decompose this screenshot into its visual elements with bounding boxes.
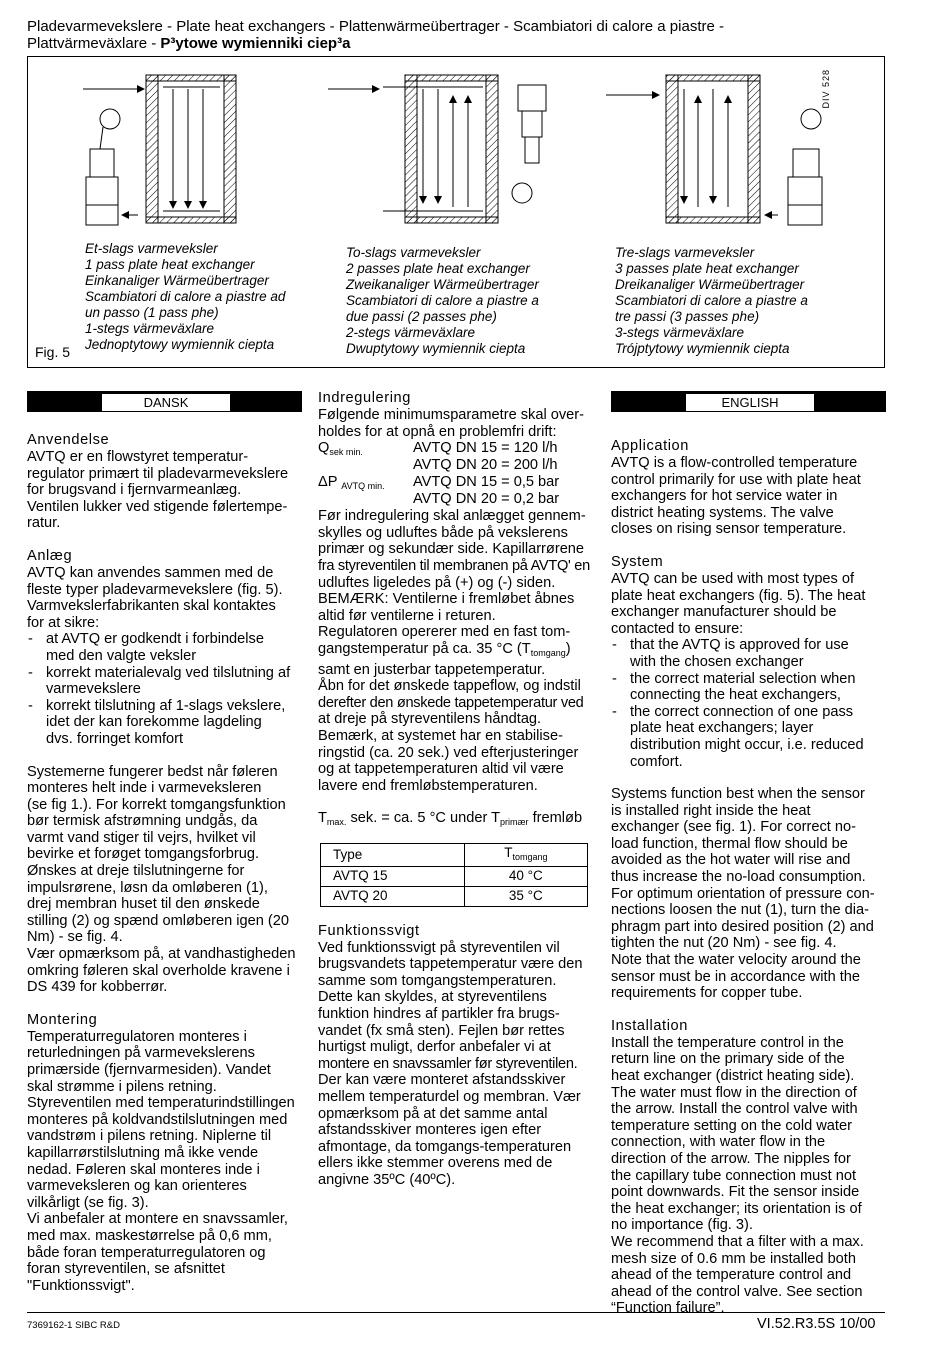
tmax-a: T [318,810,327,827]
text-line: AVTQ is a flow-controlled temperature [611,455,858,471]
caption-1 [85,241,285,353]
caption-line: Et-slags varmeveksler [85,241,218,256]
text-line: - the correct connection of one pass [630,703,854,720]
text-line: DS 439 for kobberrør. [27,979,168,996]
caption-line: Scambiatori di calore a piastre a [615,293,808,308]
text-line: returledningen på varmevekslerens [27,1045,255,1062]
text-line: contacted to ensure: [611,620,744,637]
application-text [611,455,886,538]
table-header-t: T [504,844,513,860]
text-line: exchanger (see fig. 1). For correct no- [611,819,856,836]
exchanger-1 [83,75,236,225]
text-line: primær og sekundær side. Kapillarrørene [318,541,585,558]
text-line: distribution might occur, i.e. reduced [630,736,864,753]
text-line: Ventilen lukker ved stigende følertempe- [27,498,288,515]
text-line: - the correct material selection when [630,670,856,687]
text-line: Nm) - se fig. 4. [27,929,123,946]
footer-code: VI.52.R3.5S 10/00 [757,1316,876,1332]
caption-line: 2 passes plate heat exchanger [346,261,530,276]
dansk-language-label: DANSK [101,393,231,412]
text-line: idet der kan forekomme lagdeling [46,714,262,731]
text-line: foran styreventilen, se afsnittet [27,1261,225,1278]
figure-5 [27,56,885,368]
caption-line: Dwuptytowy wymiennik ciepta [346,341,526,356]
header-line-1: Pladevarmevekslere - Plate heat exchangers - Plattenwärmeübertrager - Scambiatori di calore a piastre - [27,18,724,35]
header-line-2-bold: P³ytowe wymienniki ciep³a [160,35,351,52]
list-item [27,665,302,698]
page-header [27,18,927,52]
param-row [318,457,598,474]
param-value: AVTQ DN 20 = 200 l/h [413,457,558,474]
text-line: Styreventilen med temperaturindstillingen [27,1095,295,1112]
text-line: monteres på koldvandstilslutningen med [27,1111,288,1128]
text-line: connecting the heat exchangers, [630,687,841,704]
system-text [611,786,886,1002]
text-line: omkring føleren skal overholde kravene i [27,962,290,979]
application-heading: Application [611,438,689,454]
caption-line: To-slags varmeveksler [346,245,481,260]
list-item [611,671,886,704]
text-line: requirements for copper tube. [611,985,803,1002]
list-item [27,698,302,748]
caption-line: Scambiatori di calore a piastre ad [85,289,286,304]
text-line: Dette kan skyldes, at styreventilens [318,989,547,1006]
param-row [318,440,598,457]
text-line: bør termisk afstrømning undgås, da [27,813,258,830]
text-line: district heating systems. The valve [611,504,834,521]
text-line: Note that the water velocity around the [611,952,861,969]
text-line: AVTQ can be used with most types of [611,570,855,587]
text-line: - that the AVTQ is approved for use [630,637,849,654]
system-text [27,764,302,996]
text-line: We recommend that a filter with a max. [611,1233,864,1250]
text-line: phragm part into desired position (2) and [611,918,874,935]
text-line: mellem temperaturdel og membran. Vær [318,1089,581,1105]
english-language-label: ENGLISH [685,393,815,412]
funktionssvigt-heading: Funktionssvigt [318,922,420,939]
text-line: dvs. forringet komfort [46,730,184,747]
tmax-line [318,810,598,831]
text-line: fleste typer pladevarmevekslere (fig. 5). [27,581,283,598]
caption-line: tre passi (3 passes phe) [615,309,760,324]
caption-line: 3 passes plate heat exchanger [615,261,799,276]
text-line: vandet (fx små sten). Fejlen bør rettes [318,1022,565,1039]
text-line: heat exchanger (district heating side). [611,1068,855,1084]
text-line: Regulatoren opererer med en fast tom- [318,624,571,641]
caption-line: Einkanaliger Wärmeübertrager [85,273,269,288]
text-line: plate heat exchangers; layer [630,720,814,737]
text-line: hurtigst muligt, derfor anbefaler vi at [318,1039,551,1056]
text-line: at dreje på styreventilens håndtag. [318,711,542,728]
text-line: montere en snavssamler før styreventilen. [318,1055,578,1072]
q-sub: sek min. [329,447,363,458]
anlaeg-heading: Anlæg [27,547,73,564]
text-line: no importance (fig. 3). [611,1217,753,1234]
system-heading: System [611,553,664,570]
text-line: AVTQ kan anvendes sammen med de [27,564,274,581]
text-line: primærside (fjernvarmesiden). Vandet [27,1062,271,1078]
text-line: stilling (2) og spænd omløberen igen (20 [27,912,290,929]
text-line: plate heat exchangers (fig. 5). The heat [611,587,866,604]
text-line: og at tappetemperaturen altid vil være [318,761,564,778]
text-line: - at AVTQ er godkendt i forbindelse [46,631,264,648]
text-line: impulsrørene, løsn da omløberen (1), [27,879,268,896]
text-line: varmt vand stiger til vejrs, hvilket vil [27,829,256,846]
text-line: the heat exchanger; its orientation is of [611,1200,862,1217]
text-line: varmeveksleren og kan orienteres [27,1178,247,1195]
text-line: ellers ikke stemmer overens med de [318,1155,553,1172]
text-line: "Funktionssvigt". [27,1277,135,1294]
text-line: udluftes ligeledes på (+) og (-) siden. [318,574,556,591]
text-line: “Function failure”. [611,1300,725,1317]
table-row [321,887,588,907]
param-value: AVTQ DN 15 = 0,5 bar [413,474,560,491]
table-cell: AVTQ 15 [321,867,465,887]
text-line: varmevekslere [46,681,141,698]
text-line: - korrekt tilslutning af 1-slags vekslere, [46,697,286,714]
caption-line: Trójptytowy wymiennik ciepta [615,341,790,356]
text-line: med den valgte veksler [46,647,197,664]
text-line: monteres helt inde i varmeveksleren [27,780,262,797]
text-line: Der kan være monteret afstandsskiver [318,1072,566,1089]
text-line: opmærksom på at det samme antal [318,1105,548,1122]
table-row [321,867,588,887]
text-line: tighten the nut (20 Nm) - see fig. 4. [611,935,837,952]
text-line: BEMÆRK: Ventilerne i fremløbet åbnes [318,591,575,608]
dansk-column [27,391,302,1294]
param-row [318,474,598,491]
text-line: Systemerne fungerer bedst når føleren [27,763,278,780]
tmax-c: fremløb [528,810,583,827]
table-header-row [321,843,588,867]
caption-line: 3-stegs värmeväxlare [615,325,745,340]
anvendelse-text [27,449,302,532]
param-value: AVTQ DN 15 = 120 l/h [413,440,558,457]
q-label: Q [318,440,330,457]
table-cell: 40 °C [464,867,587,887]
dp-label: ΔP [318,474,338,491]
text-line: the capillary tube connection must not [611,1167,856,1184]
text-line: drej membran huset til den ønskede [27,896,260,913]
text-line: bevirke et forøget tomgangsforbrug. [27,846,259,863]
text-line: Install the temperature control in the [611,1034,844,1051]
text-line: nedad. Føleren skal monteres inde i [27,1161,260,1178]
text-line: comfort. [630,753,683,770]
text-line: closes on rising sensor temperature. [611,521,847,538]
text-line: samt en justerbar tappetemperatur. [318,661,546,678]
text-line: Før indregulering skal anlægget gennem- [318,508,586,525]
montering-heading: Montering [27,1011,98,1028]
t1-text: gangstemperatur på ca. 35 °C (T [318,640,531,657]
text-line: thus increase the no-load consumption. [611,869,866,886]
table-cell: 35 °C [464,887,587,907]
dp-sub: AVTQ min. [341,481,385,492]
list-item [27,631,302,664]
anlaeg-text [27,565,302,631]
text-line: return line on the primary side of the [611,1051,845,1068]
text-line: ratur. [27,515,61,532]
text-line: Ved funktionssvigt på styreventilen vil [318,939,560,956]
header-line-2-plain: Plattvärmeväxlare - [27,35,161,52]
text-line: temperature setting on the cold water [611,1117,852,1134]
text-line: med max. maskestørrelse på 0,6 mm, [27,1227,272,1244]
text-line: for at sikre: [27,614,100,631]
text-line: vilkårligt (se fig. 3). [27,1194,149,1211]
text-line: control primarily for use with plate heat [611,471,861,488]
exchanger-2 [328,75,546,223]
text-line: is installed right inside the heat [611,802,811,819]
text-line: ahead of the control valve. See section [611,1283,863,1300]
caption-line: Dreikanaliger Wärmeübertrager [615,277,805,292]
table-header-sub: tomgang [512,851,548,862]
text-line: Bemærk, at systemet har en stabilise- [318,727,563,744]
text-line: (se fig 1.). For korrekt tomgangsfunktion [27,796,286,813]
header-line-2 [27,35,927,52]
text-line: for brugsvand i fjernvarmeanlæg. [27,482,242,499]
caption-3 [615,245,808,357]
text-line: regulator primært til pladevarmevekslere [27,465,289,482]
text-line: samme som tomgangstemperaturen. [318,972,557,989]
text-line: exchanger manufacturer should be [611,604,837,621]
list-item [611,637,886,670]
text-line: sensor must be in accordance with the [611,968,861,985]
footer-rule [27,1312,885,1313]
text-line: brugsvandets tappetemperatur være den [318,956,583,973]
funktionssvigt-text [318,940,598,1189]
text-line: Vi anbefaler at montere en snavssamler, [27,1211,288,1228]
text-line: Varmvekslerfabrikanten skal kontaktes [27,598,276,615]
text-line: exchangers for hot service water in [611,488,838,505]
text-line: point downwards. Fit the sensor inside [611,1184,860,1201]
text-line: avoided as the hot water will rise and [611,852,851,869]
text-line: skal strømme i pilens retning. [27,1078,217,1095]
figure-label: Fig. 5 [35,344,71,360]
text-line: holdes for at opnå en problemfri drift: [318,423,557,440]
text-line: afmontage, da tomgangs-temperaturen [318,1138,572,1155]
text-line [318,641,598,662]
text-line: Åbn for det ønskede tappeflow, og indstil [318,678,581,695]
text-line: ringstid (ca. 20 sek.) ved efterjusteringer [318,744,579,761]
text-line: nections loosen the nut (1), turn the dia- [611,902,869,919]
text-line: Følgende minimumsparametre skal over- [318,407,585,423]
text-line: derefter den ønskede tappetemperatur ved [318,694,584,711]
text-line: altid før ventilerne i returen. [318,607,496,624]
text-line: The water must flow in the direction of [611,1084,857,1101]
text-line: skylles og udluftes både på vekslerens [318,524,568,541]
indregulering-heading: Indregulering [318,390,411,406]
text-line: lavere end fremløbstemperaturen. [318,777,538,794]
indregulering-text [318,508,598,794]
caption-line: un passo (1 pass phe) [85,305,219,320]
text-line: the arrow. Install the control valve with [611,1101,858,1118]
tomgang-table [320,843,588,907]
param-value: AVTQ DN 20 = 0,2 bar [413,491,560,508]
anvendelse-heading: Anvendelse [27,432,110,448]
footer-doc-number: 7369162-1 SIBC R&D [27,1320,120,1331]
exchanger-3 [606,75,822,225]
text-line: afstandsskiver monteres igen efter [318,1122,542,1139]
montering-text [27,1029,302,1295]
system-intro [611,571,886,637]
caption-line: 1 pass plate heat exchanger [85,257,255,272]
text-line: load function, thermal flow should be [611,835,848,852]
text-line: funktion hindres af partikler fra brugs- [318,1006,560,1023]
table-header-temp [464,843,587,867]
text-line: with the chosen exchanger [630,653,804,670]
english-language-bar [611,391,886,412]
tmax-sub: max. [326,817,347,828]
text-line: kapillarrørstilslutning må ikke vende [27,1144,259,1161]
text-line: vandstrøm i pilens retning. Niplerne til [27,1128,272,1145]
caption-line: due passi (2 passes phe) [346,309,497,324]
text-line: fra styreventilen til membranen på AVTQ' en [318,557,590,574]
dansk-language-bar [27,391,302,412]
table-cell: AVTQ 20 [321,887,465,907]
table-header-type: Type [321,843,465,867]
text-line: connection, with water flow in the [611,1134,826,1151]
text-line: AVTQ er en flowstyret temperatur- [27,449,249,465]
tmax-b: sek. = ca. 5 °C under T [346,810,501,827]
caption-2 [346,245,539,357]
text-line: Ønskes at dreje tilslutningerne for [27,863,245,880]
text-line: Temperaturregulatoren monteres i [27,1028,247,1045]
tmax-sub2: primær [500,817,529,828]
english-column [611,391,886,1317]
text-line: Systems function best when the sensor [611,786,865,803]
caption-line: 2-stegs värmeväxlare [346,325,476,340]
figure-code: DIV 528 [821,69,831,109]
text-line: Vær opmærksom på, at vandhastigheden [27,946,296,963]
text-line: både foran temperaturregulatoren og [27,1244,266,1261]
caption-line: Scambiatori di calore a piastre a [346,293,539,308]
middle-column [318,390,598,1189]
param-row [318,491,598,508]
list-item [611,704,886,770]
text-line: angivne 35ºC (40ºC). [318,1171,456,1188]
caption-line: Zweikanaliger Wärmeübertrager [346,277,539,292]
text-line: For optimum orientation of pressure con- [611,885,875,902]
text-line: - korrekt materialevalg ved tilslutning af [46,664,291,681]
t1-end: ) [565,640,571,657]
text-line: ahead of the temperature control and [611,1267,852,1284]
caption-line: Tre-slags varmeveksler [615,245,755,260]
text-line: mesh size of 0.6 mm be installed both [611,1250,856,1267]
t1-sub: tomgang [530,647,566,658]
text-line: direction of the arrow. The nipples for [611,1150,851,1167]
installation-heading: Installation [611,1017,688,1034]
installation-text [611,1035,886,1317]
caption-line: Jednoptytowy wymiennik ciepta [85,337,275,352]
caption-line: 1-stegs värmeväxlare [85,321,215,336]
